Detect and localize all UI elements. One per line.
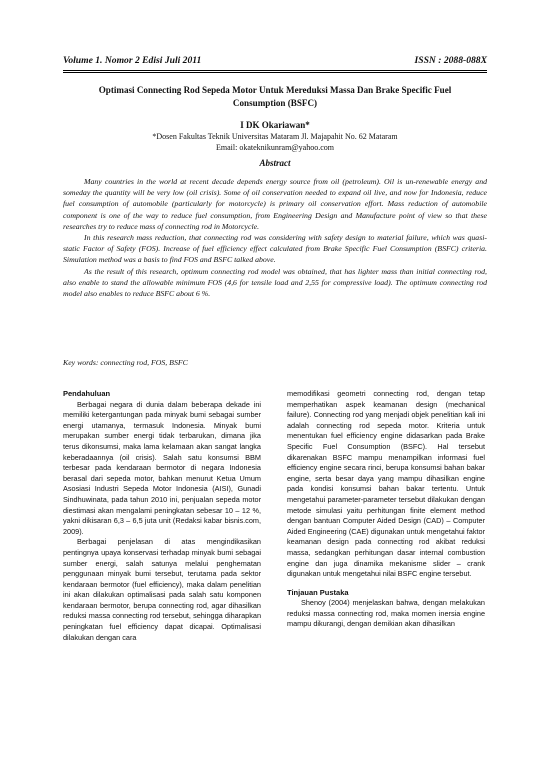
section-heading-tinjauan-pustaka: Tinjauan Pustaka: [287, 587, 349, 597]
author-name: I DK Okariawan*: [240, 120, 310, 130]
author-affiliation: [63, 132, 487, 153]
abstract-paragraph: Many countries in the world at recent decade depends energy source from oil (petroleum). Oil is un-renewable energy and someday the quantity will be very low (oil crisis). Some of oil conservation needed to expand oil live, and now for Indonesia, reduce fuel consumption of automobile (particularly for motorcycle) is primary oil conservation effort. Mass reduction of automobile component is one of the way to reduce fuel consumption, from Engineering Design and Manufacture point of view so that these researches try to reduce mass of connecting rod in Motorcycle.: [63, 177, 487, 231]
email-line: Email: okateknikunram@yahoo.com: [215, 142, 334, 152]
body-paragraph: Berbagai negara di dunia dalam beberapa dekade ini memiliki ketergantungan pada minyak bumi sebagai sumber energi utamanya, termasuk Indonesia. Minyak bumi merupakan sumber energi tidak terbarukan, dimana jika terus dikonsumsi, maka lama kelamaan akan sangat langka keberadaannya (oil crisis). Salah satu konsumsi BBM terbesar pada kendaraan bermotor di negara Indonesia berasal dari sepeda motor, bahkan menurut Ketua Umum Asosiasi Industri Sepeda Motor Indonesia (AISI), Gunadi Sindhuwinata, pada tahun 2010 ini, penjualan sepeda motor diestimasi akan mengalami peningkatan sebesar 10 – 12 %, yakni dikisaran 6,3 – 6,5 juta unit (Redaksi kabar bisnis.com, 2009).: [63, 399, 261, 536]
abstract-heading: Abstract: [259, 158, 291, 168]
paper-title: Optimasi Connecting Rod Sepeda Motor Untuk Mereduksi Massa Dan Brake Specific Fuel Consumption (BSFC): [98, 85, 452, 108]
journal-volume: Volume 1. Nomor 2 Edisi Juli 2011: [63, 55, 202, 66]
running-header: [63, 55, 487, 71]
affiliation-line: *Dosen Fakultas Teknik Universitas Mataram Jl. Majapahit No. 62 Mataram: [152, 132, 398, 141]
abstract-paragraph: In this research mass reduction, that connecting rod was considering with safety design to material failure, which was quasi-static Factor of Safety (FOS). Increase of fuel efficiency effect calculated from Brake Specific Fuel Consumption (BSFC) criteria. Simulation method was a basis to find FOS and BSFC talked above.: [63, 233, 487, 265]
abstract-paragraph: As the result of this research, optimum connecting rod model was obtained, that has lighter mass than initial connecting rod, also enable to stand the allowable minimum FOS (4,6 for tensile load and 2,55 for compressive load). The optimum connecting rod model also enables to reduce BSFC about 6 %.: [63, 266, 487, 299]
issn: ISSN : 2088-088X: [414, 55, 487, 66]
keywords: Key words: connecting rod, FOS, BSFC: [63, 358, 188, 367]
body-paragraph: Berbagai penjelasan di atas mengindikasikan pentingnya upaya konservasi terhadap minyak bumi sebagai sumber energi, salah satunya melalui penghematan penggunaan minyak bumi tersebut, terutama pada sektor kendaraan bermotor (fuel efficiency), maka dalam penelitian ini akan dilakukan optimalisasi pada salah satu komponen kendaraan bermotor, berupa connecting rod, agar dihasilkan reduksi massa connecting rod tersebut, sehingga diharapkan peningkatan fuel efficiency dapat dicapai. Optimalisasi dilakukan dengan cara: [63, 537, 261, 642]
abstract-body: [63, 176, 487, 299]
left-column: [63, 389, 261, 643]
right-column: [287, 389, 485, 630]
body-paragraph: memodifikasi geometri connecting rod, dengan tetap memperhatikan aspek keamanan design (mechanical failure). Connecting rod yang menjadi objek penelitian kali ini adalah connecting rod sepeda motor. Kriteria untuk menentukan fuel efficiency engine didasarkan pada Brake Specific Fuel Consumption (BSFC). Hal tersebut dikarenakan BSFC mampu menampilkan informasi fuel efficiency engine secara rinci, berupa konsumsi bahan bakar engine, serta besar daya yang mampu dihasilkan engine pada kondisi konsumsi bahan bakar tertentu. Untuk mengetahui parameter-parameter tersebut dilakukan dengan metode simulasi yaitu perhitungan finite element method dengan bantuan Computer Aided Design (CAD) – Computer Aided Engineering (CAE) digunakan untuk mengetahui faktor keamanan design pada connecting rod akibat reduksi massa, sedangkan perhitungan dasar internal combustion engine dan juga dinamika mekanisme slider – crank digunakan untuk mengetahui nilai BSFC engine tersebut.: [287, 389, 485, 579]
section-heading-pendahuluan: Pendahuluan: [63, 389, 111, 398]
body-paragraph: Shenoy (2004) menjelaskan bahwa, dengan melakukan reduksi massa connecting rod, maka momen inersia engine mampu dikurangi, dengan demikian akan dihasilkan: [287, 598, 485, 629]
header-rule: [63, 70, 487, 73]
section-gap: [287, 580, 485, 588]
